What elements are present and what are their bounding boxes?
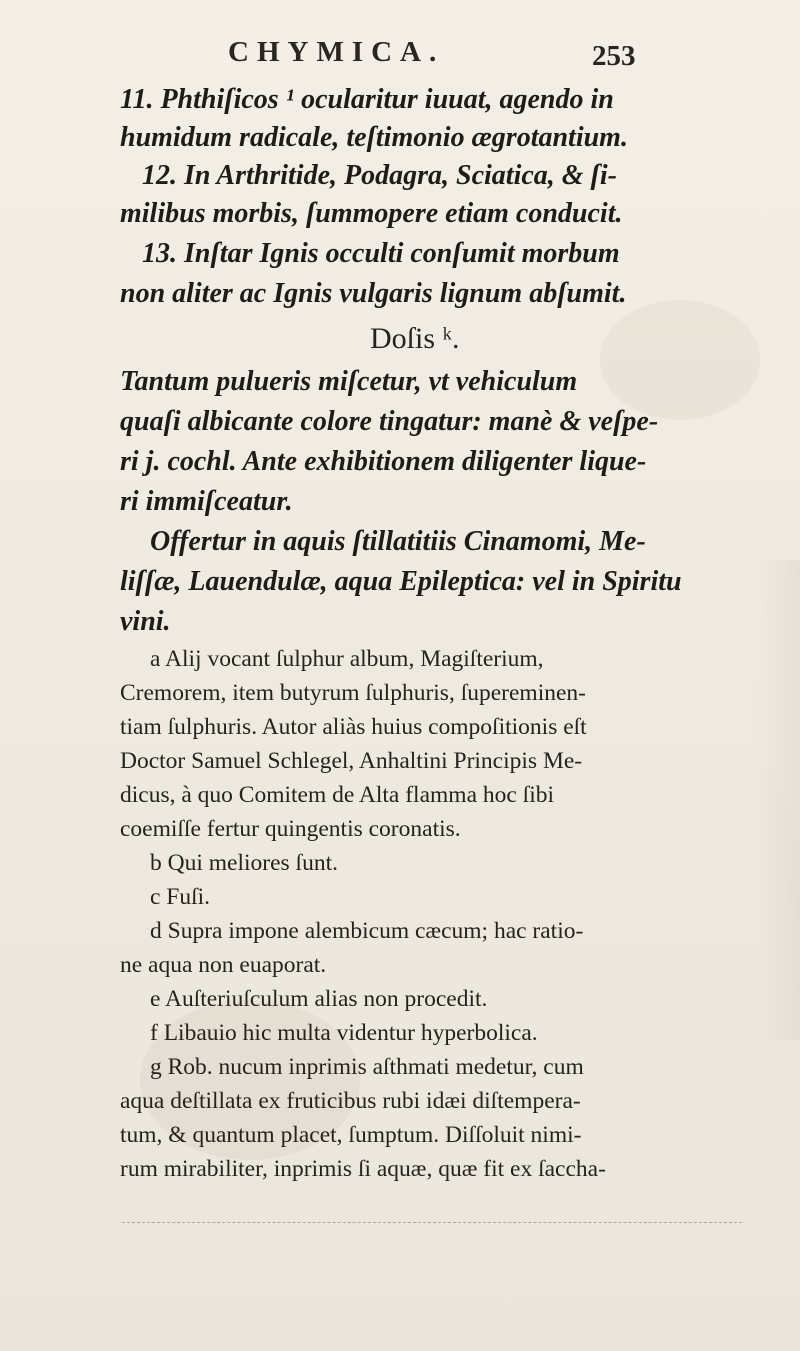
text-line: Doſis ᵏ. bbox=[370, 322, 460, 355]
text-line: quaſi albicante colore tingatur: manè & veſpe- bbox=[120, 406, 659, 437]
text-line: vini. bbox=[120, 606, 171, 637]
text-line: tiam ſulphuris. Autor aliàs huius compoſitionis eſt bbox=[120, 714, 587, 740]
text-line: a Alij vocant ſulphur album, Magiſterium, bbox=[150, 646, 544, 672]
text-line: non aliter ac Ignis vulgaris lignum abſumit. bbox=[120, 278, 627, 309]
text-line: rum mirabiliter, inprimis ſi aquæ, quæ fit ex ſaccha- bbox=[120, 1156, 606, 1182]
text-line: 11. Phthiſicos ¹ ocularitur iuuat, agendo in bbox=[120, 84, 614, 115]
text-line: coemiſſe fertur quingentis coronatis. bbox=[120, 816, 461, 842]
text-line: c Fuſi. bbox=[150, 884, 211, 910]
text-line: d Supra impone alembicum cæcum; hac ratio- bbox=[150, 918, 584, 944]
text-line: Cremorem, item butyrum ſulphuris, ſupereminen- bbox=[120, 680, 586, 706]
text-line: tum, & quantum placet, ſumptum. Diſſoluit nimi- bbox=[120, 1122, 582, 1148]
text-line: f Libauio hic multa videntur hyperbolica. bbox=[150, 1020, 538, 1046]
text-line: Doctor Samuel Schlegel, Anhaltini Principis Me- bbox=[120, 748, 583, 774]
page-header bbox=[0, 36, 800, 76]
text-line: g Rob. nucum inprimis aſthmati medetur, cum bbox=[150, 1054, 584, 1080]
text-line: liſſæ, Lauendulæ, aqua Epileptica: vel in Spiritu bbox=[120, 566, 682, 597]
text-line: humidum radicale, teſtimonio ægrotantium. bbox=[120, 122, 628, 153]
text-line: Offertur in aquis ſtillatitiis Cinamomi, Me- bbox=[150, 526, 646, 557]
paper-stain bbox=[600, 300, 760, 420]
text-line: 13. Inſtar Ignis occulti conſumit morbum bbox=[142, 238, 620, 269]
running-head: CHYMICA. bbox=[228, 36, 445, 68]
text-line: dicus, à quo Comitem de Alta flamma hoc ſibi bbox=[120, 782, 555, 808]
text-line: ri immiſceatur. bbox=[120, 486, 293, 517]
text-line: ne aqua non euaporat. bbox=[120, 952, 327, 978]
text-line: aqua deſtillata ex fruticibus rubi idæi diſtempera- bbox=[120, 1088, 581, 1114]
page-number: 253 bbox=[592, 40, 636, 72]
bottom-rule bbox=[122, 1222, 742, 1233]
text-line: 12. In Arthritide, Podagra, Sciatica, & ſi- bbox=[142, 160, 617, 191]
text-line: b Qui meliores ſunt. bbox=[150, 850, 338, 876]
text-line: e Auſteriuſculum alias non procedit. bbox=[150, 986, 488, 1012]
text-line: Tantum pulueris miſcetur, vt vehiculum bbox=[120, 366, 578, 397]
text-line: ri j. cochl. Ante exhibitionem diligenter lique- bbox=[120, 446, 647, 477]
page-edge-shadow bbox=[758, 560, 800, 1040]
text-line: milibus morbis, ſummopere etiam conducit. bbox=[120, 198, 623, 229]
